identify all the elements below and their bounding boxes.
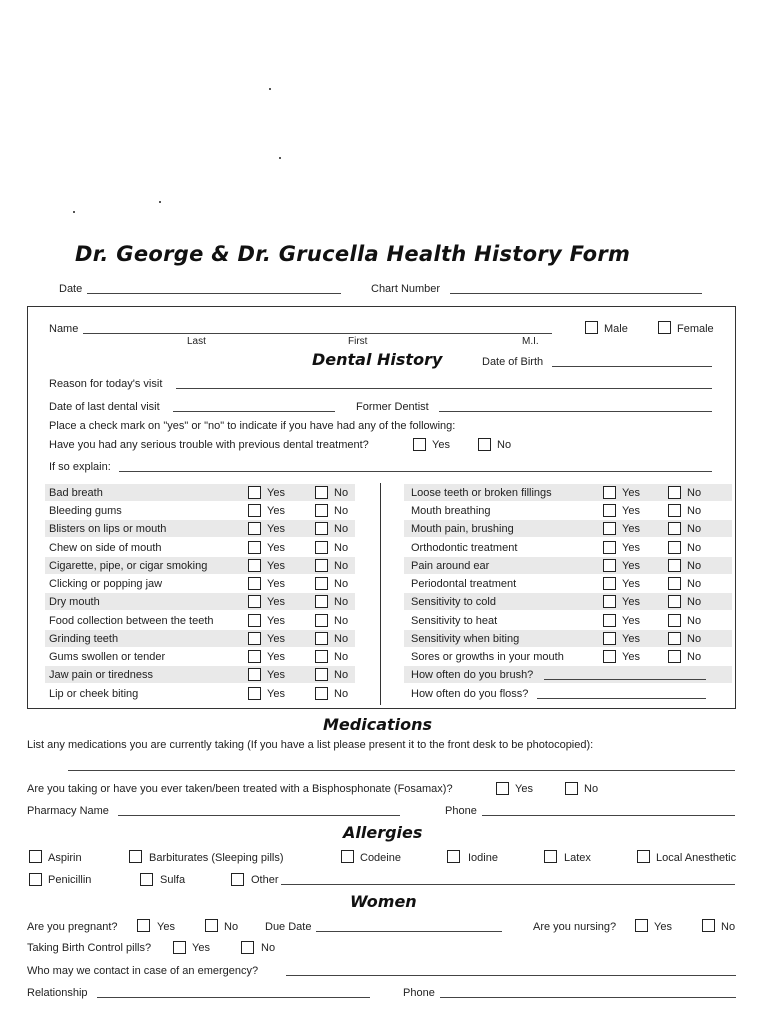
right-no-checkbox[interactable] bbox=[668, 486, 681, 499]
no-label: No bbox=[687, 560, 702, 572]
yes-label: Yes bbox=[622, 560, 640, 572]
former-dentist-field[interactable] bbox=[439, 411, 712, 412]
penicillin-label: Penicillin bbox=[48, 874, 92, 886]
iodine-checkbox[interactable] bbox=[447, 850, 460, 863]
right-yes-checkbox[interactable] bbox=[603, 541, 616, 554]
emergency-contact-field[interactable] bbox=[286, 975, 736, 976]
right-yes-checkbox[interactable] bbox=[603, 522, 616, 535]
yes-label: Yes bbox=[622, 523, 640, 535]
left-item-label: Bad breath bbox=[49, 487, 103, 499]
due-date-field[interactable] bbox=[316, 931, 502, 932]
yes-label: Yes bbox=[267, 560, 285, 572]
yes-label: Yes bbox=[267, 633, 285, 645]
right-item-label: Periodontal treatment bbox=[411, 578, 517, 590]
serious-trouble-no-label: No bbox=[497, 439, 512, 451]
no-label: No bbox=[687, 505, 702, 517]
other-allergy-field[interactable] bbox=[281, 884, 735, 885]
codeine-label: Codeine bbox=[360, 852, 401, 864]
birth-control-no-checkbox[interactable] bbox=[241, 941, 254, 954]
sulfa-label: Sulfa bbox=[160, 874, 186, 886]
no-label: No bbox=[334, 615, 349, 627]
right-item-label: Mouth pain, brushing bbox=[411, 523, 514, 535]
left-no-checkbox[interactable] bbox=[315, 559, 328, 572]
floss-field[interactable] bbox=[537, 698, 706, 699]
scan-speck bbox=[159, 201, 161, 203]
medications-instructions: List any medications you are currently taking (If you have a list please present it to the front desk to be photocopied): bbox=[27, 739, 594, 751]
birth-control-yes-label: Yes bbox=[192, 942, 210, 954]
last-name-caption: Last bbox=[187, 336, 206, 347]
latex-label: Latex bbox=[564, 852, 591, 864]
right-no-checkbox[interactable] bbox=[668, 614, 681, 627]
no-label: No bbox=[334, 651, 349, 663]
no-label: No bbox=[687, 615, 702, 627]
bisphosphonate-yes-checkbox[interactable] bbox=[496, 782, 509, 795]
pharmacy-field[interactable] bbox=[118, 815, 400, 816]
medications-heading: Medications bbox=[323, 715, 433, 734]
no-label: No bbox=[687, 578, 702, 590]
right-no-checkbox[interactable] bbox=[668, 559, 681, 572]
no-label: No bbox=[334, 578, 349, 590]
aspirin-checkbox[interactable] bbox=[29, 850, 42, 863]
right-item-label: Sensitivity to heat bbox=[411, 615, 498, 627]
allergies-heading: Allergies bbox=[343, 823, 423, 842]
explain-label: If so explain: bbox=[49, 461, 111, 473]
brush-field[interactable] bbox=[544, 679, 706, 680]
serious-trouble-question: Have you had any serious trouble with previous dental treatment? bbox=[49, 439, 369, 451]
left-yes-checkbox[interactable] bbox=[248, 650, 261, 663]
birth-control-yes-checkbox[interactable] bbox=[173, 941, 186, 954]
right-yes-checkbox[interactable] bbox=[603, 577, 616, 590]
nursing-yes-checkbox[interactable] bbox=[635, 919, 648, 932]
due-date-label: Due Date bbox=[265, 921, 312, 933]
bisphosphonate-question: Are you taking or have you ever taken/been treated with a Bisphosphonate (Fosamax)? bbox=[27, 783, 453, 795]
right-no-checkbox[interactable] bbox=[668, 522, 681, 535]
no-label: No bbox=[334, 633, 349, 645]
floss-question: How often do you floss? bbox=[411, 688, 529, 700]
left-item-label: Gums swollen or tender bbox=[49, 651, 166, 663]
no-label: No bbox=[334, 669, 349, 681]
bisphosphonate-no-label: No bbox=[584, 783, 599, 795]
iodine-label: Iodine bbox=[468, 852, 498, 864]
right-item-label: Loose teeth or broken fillings bbox=[411, 487, 552, 499]
column-divider bbox=[380, 483, 381, 705]
left-yes-checkbox[interactable] bbox=[248, 559, 261, 572]
right-item-label: Sores or growths in your mouth bbox=[411, 651, 564, 663]
left-yes-checkbox[interactable] bbox=[248, 504, 261, 517]
date-field[interactable] bbox=[87, 293, 341, 294]
right-yes-checkbox[interactable] bbox=[603, 650, 616, 663]
right-no-checkbox[interactable] bbox=[668, 577, 681, 590]
right-item-label: Sensitivity to cold bbox=[411, 596, 496, 608]
left-item-label: Dry mouth bbox=[49, 596, 100, 608]
right-no-checkbox[interactable] bbox=[668, 541, 681, 554]
right-yes-checkbox[interactable] bbox=[603, 559, 616, 572]
male-label: Male bbox=[604, 323, 628, 335]
relationship-field[interactable] bbox=[97, 997, 370, 998]
yes-label: Yes bbox=[267, 542, 285, 554]
explain-field[interactable] bbox=[119, 471, 712, 472]
yes-label: Yes bbox=[622, 651, 640, 663]
no-label: No bbox=[687, 651, 702, 663]
right-no-checkbox[interactable] bbox=[668, 632, 681, 645]
yes-label: Yes bbox=[267, 487, 285, 499]
chart-number-label: Chart Number bbox=[371, 283, 441, 295]
left-yes-checkbox[interactable] bbox=[248, 577, 261, 590]
no-label: No bbox=[687, 523, 702, 535]
left-item-label: Clicking or popping jaw bbox=[49, 578, 163, 590]
yes-label: Yes bbox=[267, 578, 285, 590]
contact-phone-label: Phone bbox=[403, 987, 435, 999]
right-no-checkbox[interactable] bbox=[668, 595, 681, 608]
left-no-checkbox[interactable] bbox=[315, 577, 328, 590]
no-label: No bbox=[334, 523, 349, 535]
left-no-checkbox[interactable] bbox=[315, 541, 328, 554]
no-label: No bbox=[334, 505, 349, 517]
left-item-label: Bleeding gums bbox=[49, 505, 122, 517]
no-label: No bbox=[334, 560, 349, 572]
left-yes-checkbox[interactable] bbox=[248, 486, 261, 499]
right-yes-checkbox[interactable] bbox=[603, 595, 616, 608]
barbiturates-label: Barbiturates (Sleeping pills) bbox=[149, 852, 284, 864]
no-label: No bbox=[334, 487, 349, 499]
no-label: No bbox=[334, 688, 349, 700]
female-label: Female bbox=[677, 323, 714, 335]
male-checkbox[interactable] bbox=[585, 321, 598, 334]
yes-label: Yes bbox=[622, 578, 640, 590]
left-yes-checkbox[interactable] bbox=[248, 595, 261, 608]
left-yes-checkbox[interactable] bbox=[248, 522, 261, 535]
local-anesthetic-label: Local Anesthetic bbox=[656, 852, 737, 864]
serious-trouble-yes-checkbox[interactable] bbox=[413, 438, 426, 451]
left-no-checkbox[interactable] bbox=[315, 650, 328, 663]
yes-label: Yes bbox=[267, 596, 285, 608]
left-item-label: Cigarette, pipe, or cigar smoking bbox=[49, 560, 208, 572]
pregnant-yes-label: Yes bbox=[157, 921, 175, 933]
yes-label: Yes bbox=[622, 505, 640, 517]
left-yes-checkbox[interactable] bbox=[248, 541, 261, 554]
date-label: Date bbox=[59, 283, 83, 295]
right-yes-checkbox[interactable] bbox=[603, 504, 616, 517]
left-item-label: Chew on side of mouth bbox=[49, 542, 162, 554]
right-yes-checkbox[interactable] bbox=[603, 486, 616, 499]
former-dentist-label: Former Dentist bbox=[356, 401, 429, 413]
brush-question: How often do you brush? bbox=[411, 669, 534, 681]
barbiturates-checkbox[interactable] bbox=[129, 850, 142, 863]
chart-number-field[interactable] bbox=[450, 293, 702, 294]
yes-label: Yes bbox=[622, 542, 640, 554]
local-anesthetic-checkbox[interactable] bbox=[637, 850, 650, 863]
contact-phone-field[interactable] bbox=[440, 997, 736, 998]
left-yes-checkbox[interactable] bbox=[248, 668, 261, 681]
pregnant-question: Are you pregnant? bbox=[27, 921, 118, 933]
yes-label: Yes bbox=[267, 615, 285, 627]
right-item-label: Pain around ear bbox=[411, 560, 490, 572]
yes-label: Yes bbox=[267, 688, 285, 700]
check-instructions: Place a check mark on "yes" or "no" to indicate if you have had any of the following: bbox=[49, 420, 456, 432]
women-heading: Women bbox=[350, 892, 417, 911]
serious-trouble-no-checkbox[interactable] bbox=[478, 438, 491, 451]
nursing-no-label: No bbox=[721, 921, 736, 933]
left-yes-checkbox[interactable] bbox=[248, 632, 261, 645]
no-label: No bbox=[334, 596, 349, 608]
relationship-label: Relationship bbox=[27, 987, 88, 999]
dob-field[interactable] bbox=[552, 366, 712, 367]
left-item-label: Blisters on lips or mouth bbox=[49, 523, 167, 535]
left-no-checkbox[interactable] bbox=[315, 687, 328, 700]
scan-speck bbox=[73, 211, 75, 213]
pregnant-yes-checkbox[interactable] bbox=[137, 919, 150, 932]
left-yes-checkbox[interactable] bbox=[248, 687, 261, 700]
latex-checkbox[interactable] bbox=[544, 850, 557, 863]
right-yes-checkbox[interactable] bbox=[603, 614, 616, 627]
other-allergy-label: Other bbox=[251, 874, 279, 886]
no-label: No bbox=[687, 487, 702, 499]
left-item-label: Food collection between the teeth bbox=[49, 615, 214, 627]
pharmacy-label: Pharmacy Name bbox=[27, 805, 109, 817]
codeine-checkbox[interactable] bbox=[341, 850, 354, 863]
dental-history-heading: Dental History bbox=[312, 350, 443, 369]
yes-label: Yes bbox=[267, 669, 285, 681]
no-label: No bbox=[687, 542, 702, 554]
left-item-label: Lip or cheek biting bbox=[49, 688, 139, 700]
medications-field[interactable] bbox=[68, 770, 735, 771]
no-label: No bbox=[687, 633, 702, 645]
yes-label: Yes bbox=[622, 487, 640, 499]
dob-label: Date of Birth bbox=[482, 356, 544, 368]
penicillin-checkbox[interactable] bbox=[29, 873, 42, 886]
yes-label: Yes bbox=[267, 523, 285, 535]
scan-speck bbox=[279, 157, 281, 159]
female-checkbox[interactable] bbox=[658, 321, 671, 334]
emergency-contact-question: Who may we contact in case of an emergency? bbox=[27, 965, 259, 977]
yes-label: Yes bbox=[267, 505, 285, 517]
serious-trouble-yes-label: Yes bbox=[432, 439, 450, 451]
right-item-label: Mouth breathing bbox=[411, 505, 491, 517]
first-name-caption: First bbox=[348, 336, 368, 347]
left-item-label: Jaw pain or tiredness bbox=[49, 669, 153, 681]
nursing-no-checkbox[interactable] bbox=[702, 919, 715, 932]
form-title: Dr. George & Dr. Grucella Health History Form bbox=[75, 242, 631, 266]
last-visit-label: Date of last dental visit bbox=[49, 401, 160, 413]
left-no-checkbox[interactable] bbox=[315, 668, 328, 681]
birth-control-no-label: No bbox=[261, 942, 276, 954]
no-label: No bbox=[334, 542, 349, 554]
last-visit-field[interactable] bbox=[173, 411, 335, 412]
reason-field[interactable] bbox=[176, 388, 712, 389]
pharmacy-phone-label: Phone bbox=[445, 805, 477, 817]
nursing-question: Are you nursing? bbox=[533, 921, 617, 933]
name-field[interactable] bbox=[83, 333, 552, 334]
left-no-checkbox[interactable] bbox=[315, 504, 328, 517]
reason-label: Reason for today's visit bbox=[49, 378, 163, 390]
pregnant-no-checkbox[interactable] bbox=[205, 919, 218, 932]
pregnant-no-label: No bbox=[224, 921, 239, 933]
left-no-checkbox[interactable] bbox=[315, 486, 328, 499]
bisphosphonate-yes-label: Yes bbox=[515, 783, 533, 795]
left-yes-checkbox[interactable] bbox=[248, 614, 261, 627]
other-allergy-checkbox[interactable] bbox=[231, 873, 244, 886]
left-item-label: Grinding teeth bbox=[49, 633, 119, 645]
yes-label: Yes bbox=[622, 596, 640, 608]
mi-caption: M.I. bbox=[522, 336, 539, 347]
no-label: No bbox=[687, 596, 702, 608]
left-no-checkbox[interactable] bbox=[315, 522, 328, 535]
name-label: Name bbox=[49, 323, 79, 335]
aspirin-label: Aspirin bbox=[48, 852, 82, 864]
sulfa-checkbox[interactable] bbox=[140, 873, 153, 886]
right-item-label: Sensitivity when biting bbox=[411, 633, 520, 645]
right-no-checkbox[interactable] bbox=[668, 650, 681, 663]
yes-label: Yes bbox=[622, 633, 640, 645]
bisphosphonate-no-checkbox[interactable] bbox=[565, 782, 578, 795]
right-yes-checkbox[interactable] bbox=[603, 632, 616, 645]
left-no-checkbox[interactable] bbox=[315, 632, 328, 645]
left-no-checkbox[interactable] bbox=[315, 595, 328, 608]
birth-control-question: Taking Birth Control pills? bbox=[27, 942, 152, 954]
nursing-yes-label: Yes bbox=[654, 921, 672, 933]
yes-label: Yes bbox=[622, 615, 640, 627]
left-no-checkbox[interactable] bbox=[315, 614, 328, 627]
pharmacy-phone-field[interactable] bbox=[482, 815, 735, 816]
right-no-checkbox[interactable] bbox=[668, 504, 681, 517]
scan-speck bbox=[269, 88, 271, 90]
yes-label: Yes bbox=[267, 651, 285, 663]
right-item-label: Orthodontic treatment bbox=[411, 542, 518, 554]
